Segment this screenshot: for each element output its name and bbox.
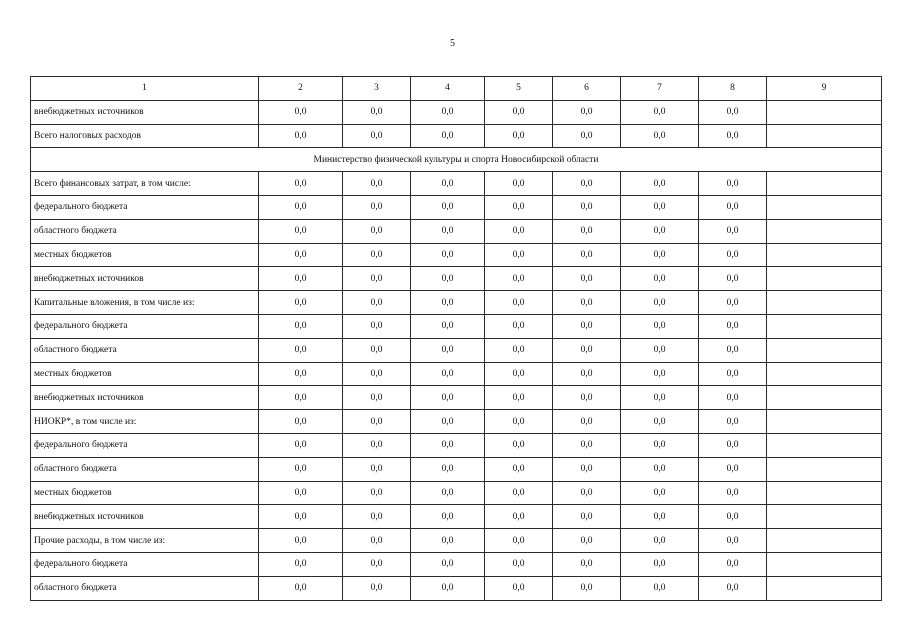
row-label: внебюджетных источников bbox=[31, 267, 259, 291]
row-label: областного бюджета bbox=[31, 219, 259, 243]
value-cell-col-4: 0,0 bbox=[411, 410, 485, 434]
value-cell-col-6: 0,0 bbox=[553, 481, 621, 505]
row-label: внебюджетных источников bbox=[31, 505, 259, 529]
value-cell-col-3: 0,0 bbox=[343, 267, 411, 291]
row-label: местных бюджетов bbox=[31, 362, 259, 386]
table-row bbox=[31, 386, 882, 410]
value-cell-col-5: 0,0 bbox=[485, 362, 553, 386]
row-label: федерального бюджета bbox=[31, 314, 259, 338]
value-cell-col-7: 0,0 bbox=[621, 195, 699, 219]
value-cell-col-2: 0,0 bbox=[259, 552, 343, 576]
value-cell-col-2: 0,0 bbox=[259, 195, 343, 219]
value-cell-col-6: 0,0 bbox=[553, 552, 621, 576]
value-cell-col-5: 0,0 bbox=[485, 410, 553, 434]
value-cell-col-6: 0,0 bbox=[553, 410, 621, 434]
value-cell-col-8: 0,0 bbox=[699, 386, 767, 410]
value-cell-col-4: 0,0 bbox=[411, 481, 485, 505]
value-cell-col-4: 0,0 bbox=[411, 552, 485, 576]
note-cell bbox=[767, 552, 882, 576]
value-cell-col-3: 0,0 bbox=[343, 219, 411, 243]
value-cell-col-4: 0,0 bbox=[411, 433, 485, 457]
value-cell-col-8: 0,0 bbox=[699, 552, 767, 576]
table-row bbox=[31, 338, 882, 362]
row-label: внебюджетных источников bbox=[31, 100, 259, 124]
value-cell-col-5: 0,0 bbox=[485, 267, 553, 291]
value-cell-col-5: 0,0 bbox=[485, 100, 553, 124]
value-cell-col-6: 0,0 bbox=[553, 576, 621, 600]
value-cell-col-4: 0,0 bbox=[411, 267, 485, 291]
value-cell-col-8: 0,0 bbox=[699, 433, 767, 457]
column-number-header-row bbox=[31, 77, 882, 101]
value-cell-col-4: 0,0 bbox=[411, 386, 485, 410]
value-cell-col-7: 0,0 bbox=[621, 386, 699, 410]
value-cell-col-6: 0,0 bbox=[553, 433, 621, 457]
value-cell-col-6: 0,0 bbox=[553, 386, 621, 410]
table-row bbox=[31, 362, 882, 386]
value-cell-col-5: 0,0 bbox=[485, 314, 553, 338]
value-cell-col-6: 0,0 bbox=[553, 314, 621, 338]
note-cell bbox=[767, 267, 882, 291]
value-cell-col-6: 0,0 bbox=[553, 529, 621, 553]
value-cell-col-8: 0,0 bbox=[699, 362, 767, 386]
value-cell-col-2: 0,0 bbox=[259, 505, 343, 529]
value-cell-col-6: 0,0 bbox=[553, 291, 621, 315]
value-cell-col-6: 0,0 bbox=[553, 267, 621, 291]
value-cell-col-7: 0,0 bbox=[621, 100, 699, 124]
note-cell bbox=[767, 362, 882, 386]
value-cell-col-2: 0,0 bbox=[259, 243, 343, 267]
value-cell-col-3: 0,0 bbox=[343, 338, 411, 362]
value-cell-col-6: 0,0 bbox=[553, 100, 621, 124]
value-cell-col-7: 0,0 bbox=[621, 124, 699, 148]
value-cell-col-5: 0,0 bbox=[485, 457, 553, 481]
value-cell-col-3: 0,0 bbox=[343, 505, 411, 529]
column-header-7: 7 bbox=[621, 77, 699, 101]
table-row bbox=[31, 267, 882, 291]
value-cell-col-7: 0,0 bbox=[621, 362, 699, 386]
value-cell-col-3: 0,0 bbox=[343, 243, 411, 267]
value-cell-col-4: 0,0 bbox=[411, 457, 485, 481]
value-cell-col-3: 0,0 bbox=[343, 433, 411, 457]
table-row bbox=[31, 291, 882, 315]
table-row bbox=[31, 433, 882, 457]
value-cell-col-8: 0,0 bbox=[699, 195, 767, 219]
value-cell-col-6: 0,0 bbox=[553, 195, 621, 219]
value-cell-col-5: 0,0 bbox=[485, 481, 553, 505]
value-cell-col-7: 0,0 bbox=[621, 219, 699, 243]
note-cell bbox=[767, 243, 882, 267]
note-cell bbox=[767, 195, 882, 219]
value-cell-col-4: 0,0 bbox=[411, 505, 485, 529]
column-header-5: 5 bbox=[485, 77, 553, 101]
value-cell-col-5: 0,0 bbox=[485, 195, 553, 219]
value-cell-col-3: 0,0 bbox=[343, 410, 411, 434]
value-cell-col-2: 0,0 bbox=[259, 219, 343, 243]
value-cell-col-7: 0,0 bbox=[621, 433, 699, 457]
value-cell-col-3: 0,0 bbox=[343, 314, 411, 338]
value-cell-col-7: 0,0 bbox=[621, 505, 699, 529]
financing-table bbox=[30, 76, 882, 601]
value-cell-col-7: 0,0 bbox=[621, 291, 699, 315]
value-cell-col-4: 0,0 bbox=[411, 124, 485, 148]
note-cell bbox=[767, 100, 882, 124]
value-cell-col-2: 0,0 bbox=[259, 362, 343, 386]
value-cell-col-8: 0,0 bbox=[699, 243, 767, 267]
value-cell-col-7: 0,0 bbox=[621, 338, 699, 362]
value-cell-col-6: 0,0 bbox=[553, 505, 621, 529]
note-cell bbox=[767, 386, 882, 410]
value-cell-col-6: 0,0 bbox=[553, 124, 621, 148]
value-cell-col-4: 0,0 bbox=[411, 529, 485, 553]
value-cell-col-8: 0,0 bbox=[699, 172, 767, 196]
note-cell bbox=[767, 172, 882, 196]
note-cell bbox=[767, 219, 882, 243]
value-cell-col-8: 0,0 bbox=[699, 505, 767, 529]
value-cell-col-8: 0,0 bbox=[699, 576, 767, 600]
value-cell-col-6: 0,0 bbox=[553, 338, 621, 362]
value-cell-col-7: 0,0 bbox=[621, 172, 699, 196]
value-cell-col-2: 0,0 bbox=[259, 100, 343, 124]
table-row bbox=[31, 314, 882, 338]
table-row bbox=[31, 410, 882, 434]
value-cell-col-8: 0,0 bbox=[699, 314, 767, 338]
note-cell bbox=[767, 314, 882, 338]
value-cell-col-6: 0,0 bbox=[553, 172, 621, 196]
value-cell-col-2: 0,0 bbox=[259, 576, 343, 600]
value-cell-col-6: 0,0 bbox=[553, 243, 621, 267]
row-label: местных бюджетов bbox=[31, 481, 259, 505]
value-cell-col-3: 0,0 bbox=[343, 552, 411, 576]
column-header-2: 2 bbox=[259, 77, 343, 101]
value-cell-col-2: 0,0 bbox=[259, 172, 343, 196]
value-cell-col-2: 0,0 bbox=[259, 291, 343, 315]
value-cell-col-2: 0,0 bbox=[259, 314, 343, 338]
table-row bbox=[31, 505, 882, 529]
section-title: Министерство физической культуры и спорта Новосибирской области bbox=[31, 148, 882, 172]
value-cell-col-3: 0,0 bbox=[343, 100, 411, 124]
value-cell-col-5: 0,0 bbox=[485, 291, 553, 315]
row-label: федерального бюджета bbox=[31, 433, 259, 457]
note-cell bbox=[767, 505, 882, 529]
value-cell-col-4: 0,0 bbox=[411, 291, 485, 315]
value-cell-col-5: 0,0 bbox=[485, 505, 553, 529]
value-cell-col-4: 0,0 bbox=[411, 172, 485, 196]
note-cell bbox=[767, 338, 882, 362]
value-cell-col-8: 0,0 bbox=[699, 529, 767, 553]
value-cell-col-3: 0,0 bbox=[343, 362, 411, 386]
value-cell-col-8: 0,0 bbox=[699, 338, 767, 362]
note-cell bbox=[767, 457, 882, 481]
value-cell-col-5: 0,0 bbox=[485, 172, 553, 196]
value-cell-col-8: 0,0 bbox=[699, 219, 767, 243]
value-cell-col-5: 0,0 bbox=[485, 338, 553, 362]
row-label: Капитальные вложения, в том числе из: bbox=[31, 291, 259, 315]
column-header-3: 3 bbox=[343, 77, 411, 101]
table-row bbox=[31, 172, 882, 196]
row-label: федерального бюджета bbox=[31, 552, 259, 576]
value-cell-col-4: 0,0 bbox=[411, 338, 485, 362]
value-cell-col-7: 0,0 bbox=[621, 314, 699, 338]
note-cell bbox=[767, 481, 882, 505]
value-cell-col-8: 0,0 bbox=[699, 100, 767, 124]
value-cell-col-8: 0,0 bbox=[699, 481, 767, 505]
value-cell-col-7: 0,0 bbox=[621, 529, 699, 553]
value-cell-col-7: 0,0 bbox=[621, 410, 699, 434]
value-cell-col-5: 0,0 bbox=[485, 576, 553, 600]
row-label: Всего финансовых затрат, в том числе: bbox=[31, 172, 259, 196]
value-cell-col-2: 0,0 bbox=[259, 410, 343, 434]
section-header-row bbox=[31, 148, 882, 172]
value-cell-col-3: 0,0 bbox=[343, 529, 411, 553]
value-cell-col-3: 0,0 bbox=[343, 386, 411, 410]
value-cell-col-2: 0,0 bbox=[259, 457, 343, 481]
value-cell-col-8: 0,0 bbox=[699, 267, 767, 291]
table-row bbox=[31, 100, 882, 124]
table-row bbox=[31, 195, 882, 219]
value-cell-col-2: 0,0 bbox=[259, 529, 343, 553]
table-row bbox=[31, 552, 882, 576]
column-header-8: 8 bbox=[699, 77, 767, 101]
value-cell-col-5: 0,0 bbox=[485, 433, 553, 457]
value-cell-col-6: 0,0 bbox=[553, 457, 621, 481]
value-cell-col-3: 0,0 bbox=[343, 195, 411, 219]
value-cell-col-3: 0,0 bbox=[343, 481, 411, 505]
value-cell-col-3: 0,0 bbox=[343, 457, 411, 481]
value-cell-col-4: 0,0 bbox=[411, 362, 485, 386]
table-row bbox=[31, 124, 882, 148]
value-cell-col-6: 0,0 bbox=[553, 362, 621, 386]
value-cell-col-8: 0,0 bbox=[699, 410, 767, 434]
column-header-9: 9 bbox=[767, 77, 882, 101]
table-row bbox=[31, 529, 882, 553]
value-cell-col-4: 0,0 bbox=[411, 243, 485, 267]
value-cell-col-5: 0,0 bbox=[485, 386, 553, 410]
value-cell-col-2: 0,0 bbox=[259, 267, 343, 291]
value-cell-col-7: 0,0 bbox=[621, 457, 699, 481]
value-cell-col-7: 0,0 bbox=[621, 552, 699, 576]
value-cell-col-7: 0,0 bbox=[621, 243, 699, 267]
value-cell-col-3: 0,0 bbox=[343, 576, 411, 600]
value-cell-col-7: 0,0 bbox=[621, 267, 699, 291]
table-row bbox=[31, 481, 882, 505]
value-cell-col-8: 0,0 bbox=[699, 457, 767, 481]
value-cell-col-4: 0,0 bbox=[411, 195, 485, 219]
row-label: федерального бюджета bbox=[31, 195, 259, 219]
value-cell-col-3: 0,0 bbox=[343, 124, 411, 148]
value-cell-col-4: 0,0 bbox=[411, 100, 485, 124]
value-cell-col-5: 0,0 bbox=[485, 552, 553, 576]
value-cell-col-2: 0,0 bbox=[259, 124, 343, 148]
value-cell-col-7: 0,0 bbox=[621, 481, 699, 505]
value-cell-col-5: 0,0 bbox=[485, 124, 553, 148]
row-label: областного бюджета bbox=[31, 457, 259, 481]
value-cell-col-3: 0,0 bbox=[343, 291, 411, 315]
note-cell bbox=[767, 291, 882, 315]
table-row bbox=[31, 576, 882, 600]
row-label: НИОКР*, в том числе из: bbox=[31, 410, 259, 434]
column-header-6: 6 bbox=[553, 77, 621, 101]
value-cell-col-5: 0,0 bbox=[485, 243, 553, 267]
value-cell-col-5: 0,0 bbox=[485, 219, 553, 243]
table-row bbox=[31, 243, 882, 267]
value-cell-col-7: 0,0 bbox=[621, 576, 699, 600]
column-header-4: 4 bbox=[411, 77, 485, 101]
column-header-1: 1 bbox=[31, 77, 259, 101]
page-number: 5 bbox=[450, 38, 455, 49]
value-cell-col-4: 0,0 bbox=[411, 219, 485, 243]
value-cell-col-8: 0,0 bbox=[699, 291, 767, 315]
note-cell bbox=[767, 576, 882, 600]
value-cell-col-2: 0,0 bbox=[259, 386, 343, 410]
value-cell-col-2: 0,0 bbox=[259, 338, 343, 362]
value-cell-col-5: 0,0 bbox=[485, 529, 553, 553]
table-row bbox=[31, 457, 882, 481]
table-body bbox=[31, 100, 882, 600]
row-label: областного бюджета bbox=[31, 576, 259, 600]
value-cell-col-2: 0,0 bbox=[259, 433, 343, 457]
value-cell-col-6: 0,0 bbox=[553, 219, 621, 243]
value-cell-col-2: 0,0 bbox=[259, 481, 343, 505]
value-cell-col-4: 0,0 bbox=[411, 314, 485, 338]
row-label: областного бюджета bbox=[31, 338, 259, 362]
value-cell-col-8: 0,0 bbox=[699, 124, 767, 148]
row-label: Прочие расходы, в том числе из: bbox=[31, 529, 259, 553]
row-label: Всего налоговых расходов bbox=[31, 124, 259, 148]
row-label: внебюджетных источников bbox=[31, 386, 259, 410]
row-label: местных бюджетов bbox=[31, 243, 259, 267]
note-cell bbox=[767, 529, 882, 553]
note-cell bbox=[767, 410, 882, 434]
table-row bbox=[31, 219, 882, 243]
value-cell-col-3: 0,0 bbox=[343, 172, 411, 196]
value-cell-col-4: 0,0 bbox=[411, 576, 485, 600]
note-cell bbox=[767, 124, 882, 148]
note-cell bbox=[767, 433, 882, 457]
